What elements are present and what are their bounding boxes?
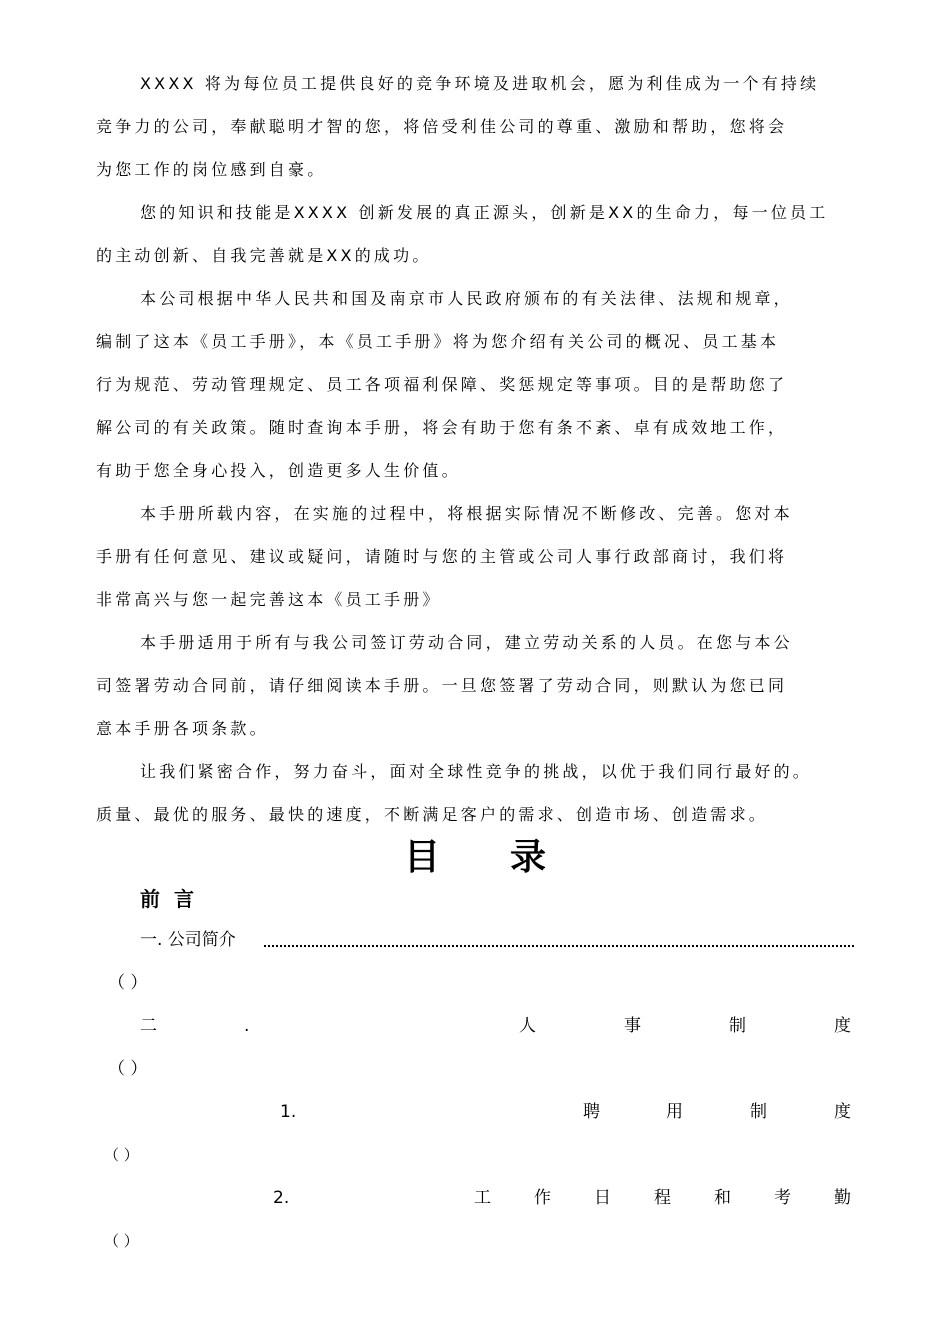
- preface-line: 本手册所载内容，在实施的过程中，将根据实际情况不断修改、完善。您对本: [140, 504, 793, 523]
- preface-line: 有助于您全身心投入，创造更多人生价值。: [96, 461, 461, 480]
- preface-line: 手册有任何意见、建议或疑问，请随时与您的主管或公司人事行政部商讨，我们将: [96, 547, 788, 566]
- toc-sub1-char: 制: [750, 1102, 767, 1122]
- toc-item2-part: 人: [519, 1016, 536, 1036]
- preface-line: 本手册适用于所有与我公司签订劳动合同，建立劳动关系的人员。在您与本公: [140, 633, 793, 652]
- toc-item2-part: .: [244, 1016, 250, 1036]
- toc-sub2-char: 工: [474, 1188, 491, 1208]
- preface-line: 质量、最优的服务、最快的速度，不断满足客户的需求、创造市场、创造需求。: [96, 805, 769, 824]
- preface-line: 本公司根据中华人民共和国及南京市人民政府颁布的有关法律、法规和规章，: [140, 289, 793, 308]
- toc-sub2-number[interactable]: 2.: [273, 1188, 290, 1208]
- preface-line: 非常高兴与您一起完善这本《员工手册》: [96, 590, 442, 609]
- toc-sub1-char: 用: [666, 1102, 683, 1122]
- toc-title-left: 目: [403, 836, 440, 878]
- toc-page-placeholder: （ ）: [108, 1059, 148, 1079]
- preface-line: 司签署劳动合同前，请仔细阅读本手册。一旦您签署了劳动合同，则默认为您已同: [96, 676, 788, 695]
- toc-sub2-char: 考: [774, 1188, 791, 1208]
- toc-sub1-char: 聘: [583, 1102, 600, 1122]
- toc-sub2-char: 程: [654, 1188, 671, 1208]
- toc-page-placeholder: （ ）: [108, 973, 148, 993]
- toc-page-placeholder: （ ）: [104, 1146, 139, 1164]
- toc-sub1-char: 度: [834, 1102, 851, 1122]
- toc-title: [0, 835, 950, 879]
- preface-line: 您的知识和技能是XXXX 创新发展的真正源头，创新是XX的生命力，每一位员工: [140, 203, 829, 222]
- toc-heading: 前言: [140, 887, 208, 911]
- preface-line: 解公司的有关政策。随时查询本手册，将会有助于您有条不紊、卓有成效地工作，: [96, 418, 788, 437]
- preface-line: 意本手册各项条款。: [96, 719, 269, 738]
- toc-item2-part: 事: [624, 1016, 641, 1036]
- toc-sub2-char: 勤: [834, 1188, 851, 1208]
- toc-item2-part: 度: [834, 1016, 851, 1036]
- toc-page-placeholder: （ ）: [104, 1232, 139, 1250]
- preface-line: 行为规范、劳动管理规定、员工各项福利保障、奖惩规定等事项。目的是帮助您了: [96, 375, 788, 394]
- toc-item-company-intro[interactable]: 一. 公司简介: [140, 930, 236, 950]
- preface-line: 编制了这本《员工手册》，本《员工手册》将为您介绍有关公司的概况、员工基本: [96, 332, 780, 351]
- preface-line: 的主动创新、自我完善就是XX的成功。: [96, 246, 432, 265]
- preface-line: 为您工作的岗位感到自豪。: [96, 160, 327, 179]
- toc-item2-part[interactable]: 二: [140, 1016, 157, 1036]
- toc-leader: [264, 945, 854, 947]
- toc-sub2-char: 和: [714, 1188, 731, 1208]
- toc-item2-part: 制: [729, 1016, 746, 1036]
- toc-title-right: 录: [510, 836, 547, 878]
- preface-line: 让我们紧密合作，努力奋斗，面对全球性竞争的挑战，以优于我们同行最好的。: [140, 762, 813, 781]
- preface-line: XXXX 将为每位员工提供良好的竞争环境及进取机会，愿为利佳成为一个有持续: [140, 74, 820, 93]
- preface-line: 竞争力的公司，奉献聪明才智的您，将倍受利佳公司的尊重、激励和帮助，您将会: [96, 117, 788, 136]
- toc-sub2-char: 作: [534, 1188, 551, 1208]
- toc-sub1-number[interactable]: 1.: [280, 1102, 297, 1122]
- toc-sub2-char: 日: [594, 1188, 611, 1208]
